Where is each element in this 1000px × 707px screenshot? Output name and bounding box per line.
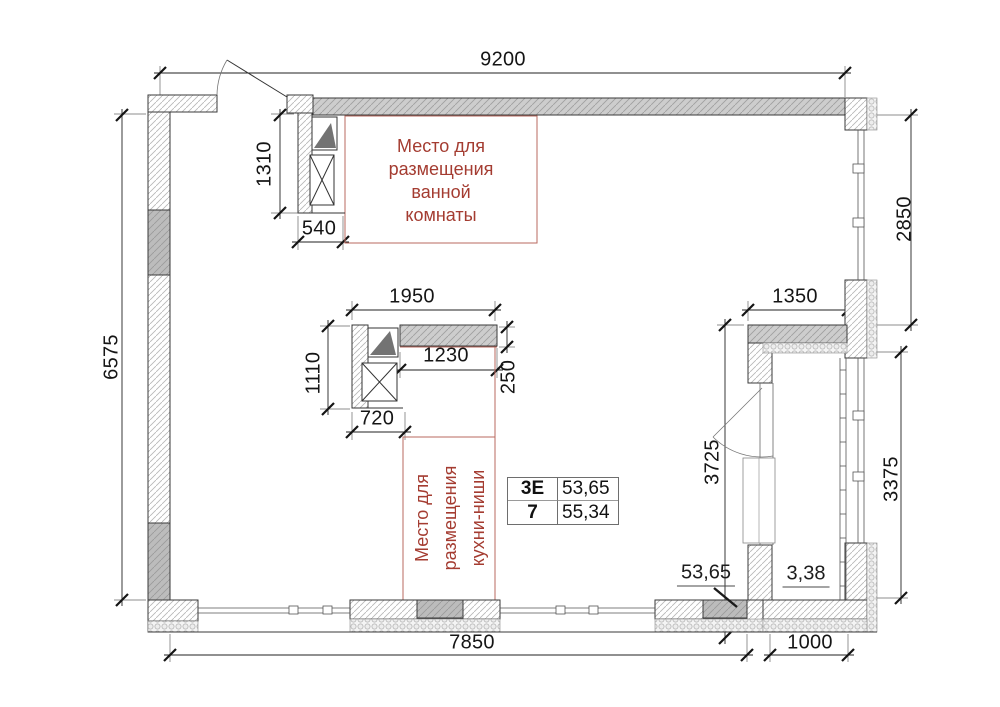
table-key: 7 bbox=[508, 501, 558, 524]
dim-label-1350: 1350 bbox=[772, 285, 818, 308]
bathroom-zone-label: Место для размещения ванной комнаты bbox=[388, 136, 494, 225]
dim-label-720: 720 bbox=[359, 407, 395, 430]
dim-label-6575: 6575 bbox=[100, 334, 123, 380]
entry-door-swing-arc bbox=[217, 60, 227, 95]
balcony-door-leaf bbox=[713, 388, 762, 437]
dim-label-7850: 7850 bbox=[449, 631, 495, 654]
kitchen-zone-label: Место для размещения кухни-ниши bbox=[412, 465, 488, 571]
table-key: 3Е bbox=[508, 478, 558, 501]
balcony-area-label: 3,38 bbox=[783, 563, 830, 588]
dim-label-1950: 1950 bbox=[389, 285, 435, 308]
dim-label-1000: 1000 bbox=[787, 631, 833, 654]
dim-label-3725: 3725 bbox=[701, 439, 724, 485]
room-area-label: 53,65 bbox=[677, 562, 735, 587]
entry-door-leaf bbox=[227, 60, 287, 97]
dim-label-9200: 9200 bbox=[480, 48, 526, 71]
table-value: 55,34 bbox=[562, 501, 610, 523]
dim-label-2850: 2850 bbox=[893, 196, 916, 242]
apartment-info-table bbox=[507, 477, 619, 525]
dim-label-250: 250 bbox=[497, 359, 520, 395]
dim-label-1110: 1110 bbox=[302, 351, 325, 395]
dim-label-1310: 1310 bbox=[253, 141, 276, 187]
table-value: 53,65 bbox=[558, 478, 618, 501]
dim-label-540: 540 bbox=[301, 217, 337, 240]
dim-label-1230: 1230 bbox=[423, 344, 469, 367]
dim-label-3375: 3375 bbox=[880, 456, 903, 502]
